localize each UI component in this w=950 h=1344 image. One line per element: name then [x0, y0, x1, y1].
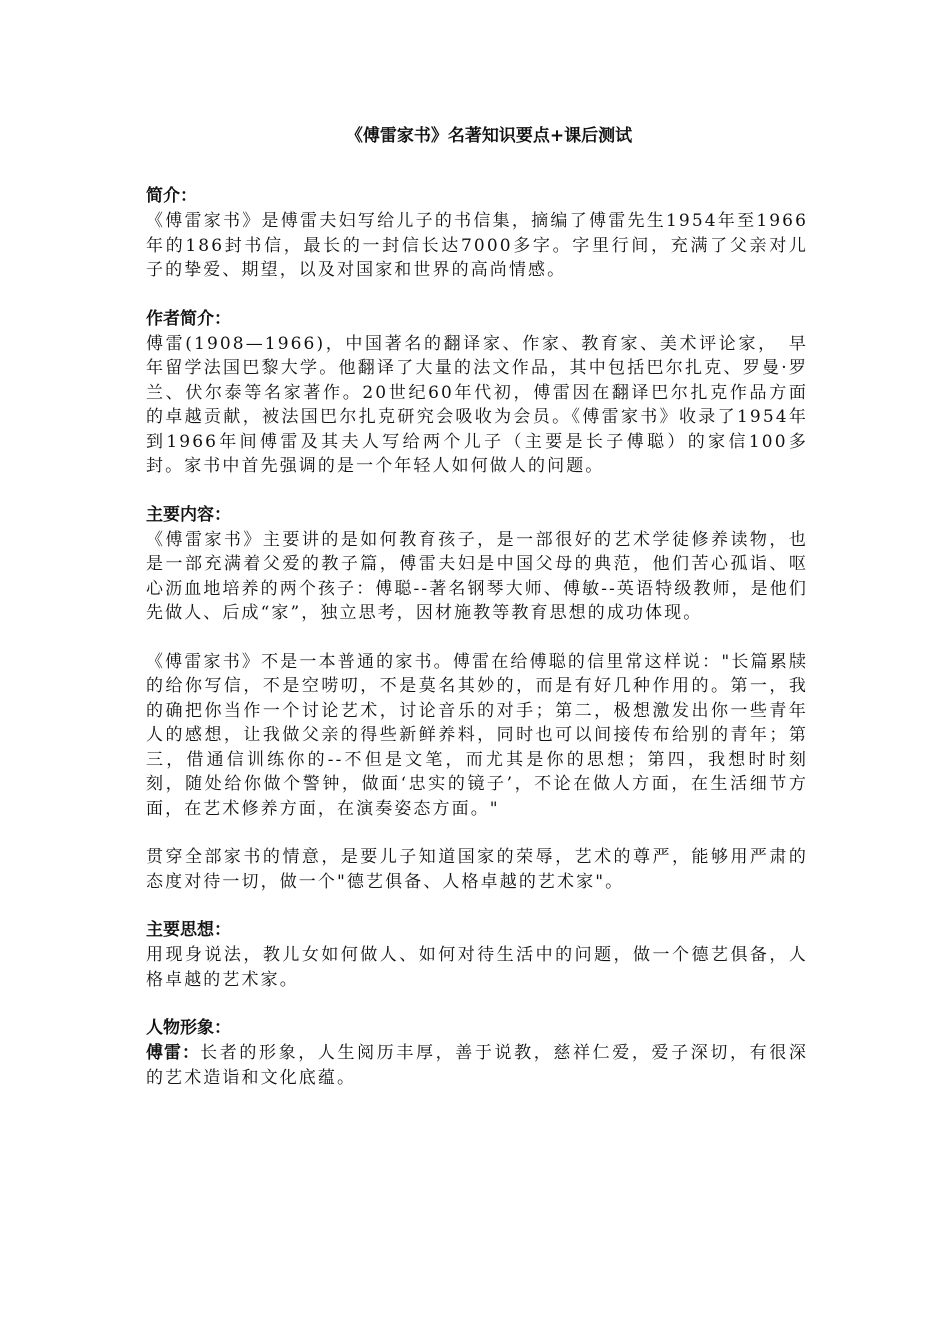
- document-page: [146, 122, 808, 1090]
- spacer: [146, 894, 808, 918]
- content-paragraph-3: 贯穿全部家书的情意，是要儿子知道国家的荣辱，艺术的尊严，能够用严肃的态度对待一切，做一个"德艺俱备、人格卓越的艺术家"。: [146, 847, 808, 892]
- intro-paragraph: 《傅雷家书》是傅雷夫妇写给儿子的书信集，摘编了傅雷先生1954年至1966年的186封书信，最长的一封信长达7000多字。字里行间，充满了父亲对儿子的挚爱、期望，以及对国家和世界的高尚情感。: [146, 211, 808, 280]
- spacer: [146, 992, 808, 1016]
- author-heading: 作者简介：: [146, 308, 231, 329]
- spacer: [146, 283, 808, 307]
- spacer: [146, 821, 808, 845]
- characters-heading: 人物形象：: [146, 1018, 231, 1038]
- character-name: 傅雷：: [146, 1043, 201, 1063]
- content-paragraph-1: 《傅雷家书》主要讲的是如何教育孩子，是一部很好的艺术学徒修养读物，也是一部充满着父爱的教子篇，傅雷夫妇是中国父母的典范，他们苦心孤诣、呕心沥血地培养的两个孩子：傅聪--著名钢琴大师、傅敏--英语特级教师，是他们先做人、后成“家”，独立思考，因材施教等教育思想的成功体现。: [146, 529, 808, 623]
- character-description: 长者的形象，人生阅历丰厚，善于说教，慈祥仁爱，爱子深切，有很深的艺术造诣和文化底蕴。: [146, 1043, 809, 1088]
- spacer: [146, 479, 808, 503]
- document-title: 《傅雷家书》名著知识要点+课后测试: [345, 126, 633, 146]
- content-paragraph-2: 《傅雷家书》不是一本普通的家书。傅雷在给傅聪的信里常这样说："长篇累牍的给你写信，不是空唠叨，不是莫名其妙的，而是有好几种作用的。第一，我的确把你当作一个讨论艺术，讨论音乐的对手；第二，极想激发出你一些青年人的感想，让我做父亲的得些新鲜养料，同时也可以间接传布给别的青年；第三，借通信训练你的--不但是文笔，而尤其是你的思想；第四，我想时时刻刻，随处给你做个警钟，做面‘忠实的镜子’，不论在做人方面，在生活细节方面，在艺术修养方面，在演奏姿态方面。": [146, 651, 808, 819]
- intro-heading: 简介：: [146, 186, 197, 206]
- thought-heading: 主要思想：: [146, 920, 231, 940]
- author-paragraph: 傅雷(1908—1966)，中国著名的翻译家、作家、教育家、美术评论家， 早年留学法国巴黎大学。他翻译了大量的法文作品，其中包括巴尔扎克、罗曼·罗兰、伏尔泰等名家著作。20世纪60年代初，傅雷因在翻译巴尔扎克作品方面的卓越贡献，被法国巴尔扎克研究会吸收为会员。《傅雷家书》收录了1954年到1966年间傅雷及其夫人写给两个儿子（主要是长子傅聪）的家信100多封。家书中首先强调的是一个年轻人如何做人的问题。: [146, 333, 808, 476]
- spacer: [146, 626, 808, 650]
- thought-paragraph: 用现身说法，教儿女如何做人、如何对待生活中的问题，做一个德艺俱备，人格卓越的艺术家。: [146, 945, 808, 990]
- character-entry: [146, 1041, 808, 1090]
- content-heading: 主要内容：: [146, 504, 231, 525]
